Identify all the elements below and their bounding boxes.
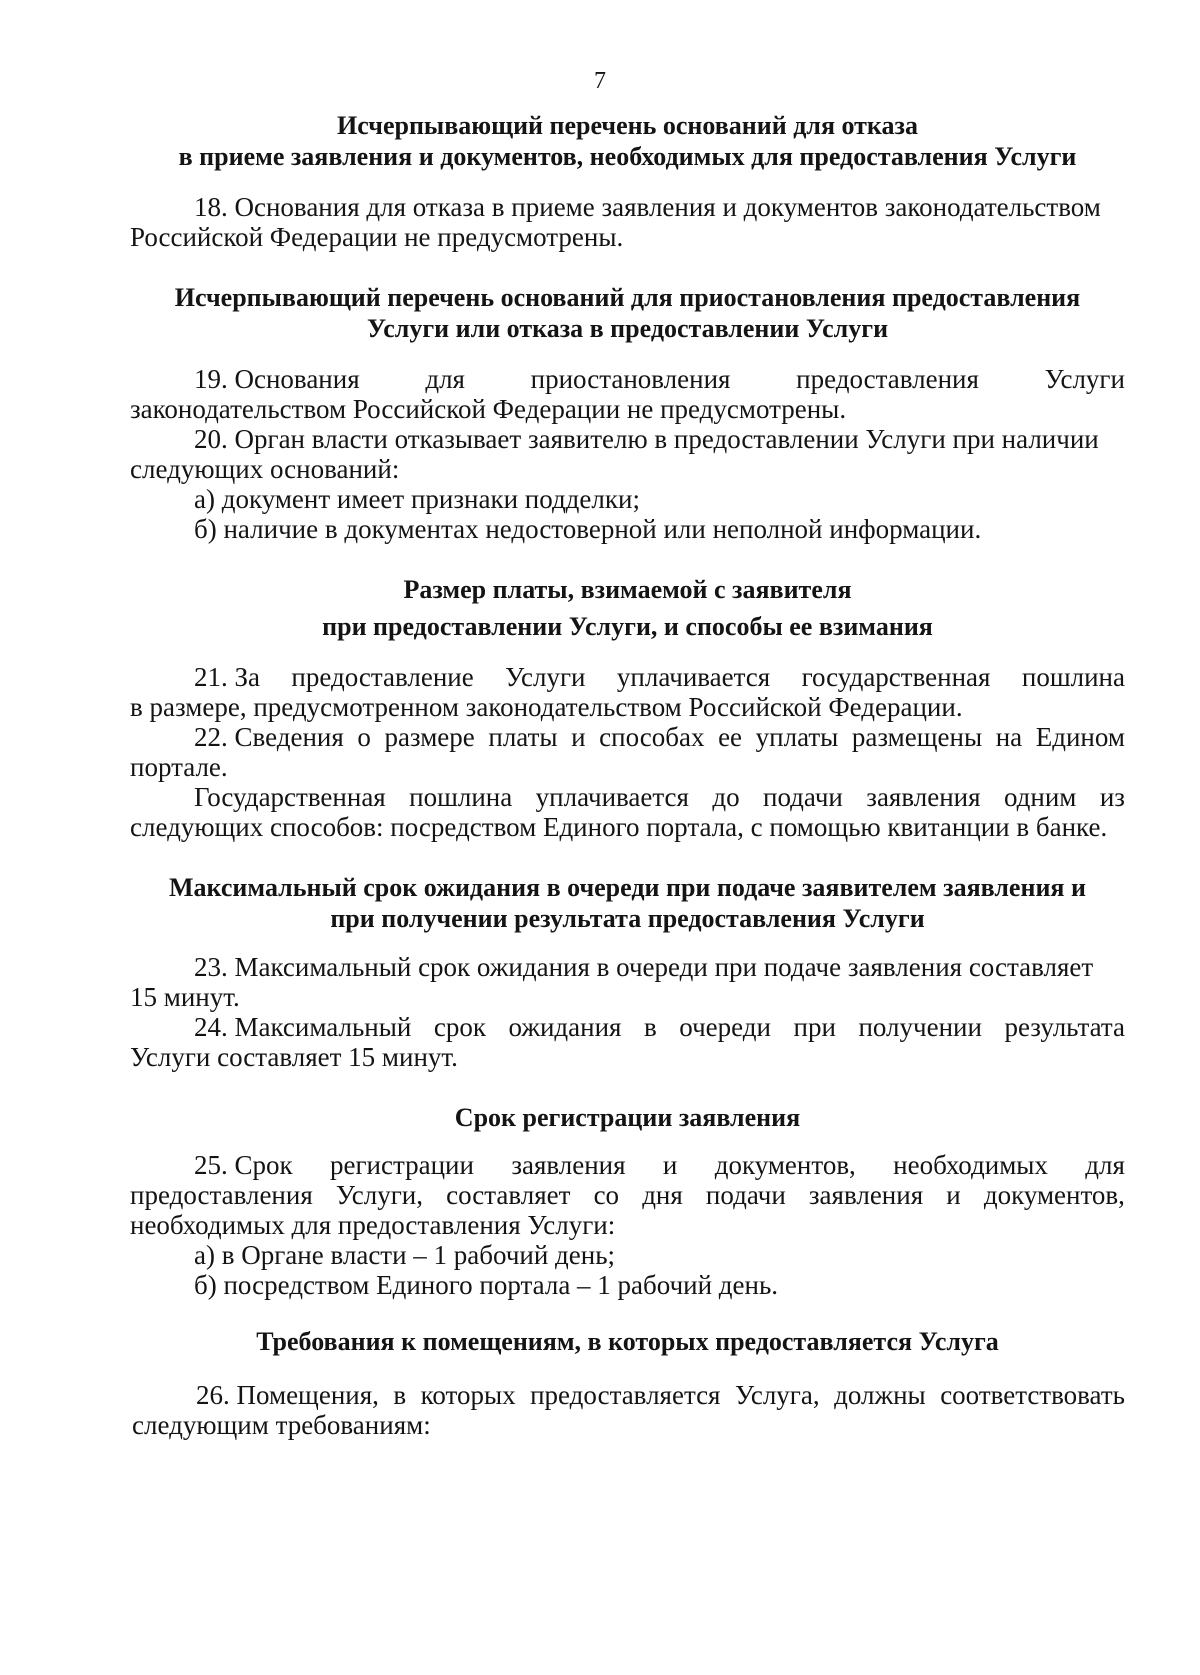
paragraph-21-line — [194, 662, 1125, 693]
word: документов, — [714, 1150, 856, 1180]
word: должны — [834, 1380, 926, 1410]
word: очереди — [679, 1012, 771, 1042]
word: Едином — [1035, 722, 1125, 752]
word: необходимых — [893, 1150, 1048, 1180]
section-heading-fee — [130, 574, 1125, 642]
paragraph-24-cont: Услуги составляет 15 минут. — [130, 1042, 458, 1072]
heading-line: Услуги или отказа в предоставлении Услуги — [366, 314, 889, 343]
word: результата — [1004, 1012, 1125, 1042]
word: 24. Максимальный — [194, 1012, 412, 1042]
word: и — [946, 1180, 961, 1210]
word: Услуга, — [734, 1380, 820, 1410]
word: 25. Срок — [194, 1150, 293, 1180]
paragraph-24-line — [194, 1012, 1125, 1043]
word: пошлина — [1021, 662, 1125, 692]
word: заявления — [808, 1180, 924, 1210]
word: срок — [433, 1012, 486, 1042]
section-heading-suspension — [130, 282, 1125, 344]
word: заявления — [866, 782, 981, 812]
section-heading-registration: Срок регистрации заявления — [454, 1103, 801, 1132]
word: Государственная — [194, 782, 386, 812]
paragraph-22b-line — [194, 782, 1125, 813]
word: Услуги — [505, 662, 586, 692]
section-heading-premises: Требования к помещениям, в которых предоставляется Услуга — [256, 1327, 999, 1356]
word: заявления — [511, 1150, 626, 1180]
paragraph-21-cont: в размере, предусмотренном законодательством Российской Федерации. — [130, 692, 963, 722]
word: 22. Сведения — [194, 722, 344, 752]
word: соответствовать — [940, 1380, 1125, 1410]
paragraph-18-line: 18. Основания для отказа в приеме заявления и документов законодательством — [194, 192, 1101, 222]
paragraph-20-cont: следующих оснований: — [130, 454, 400, 484]
paragraph-25-item-a: а) в Органе власти – 1 рабочий день; — [194, 1240, 616, 1270]
word: предоставление — [291, 662, 474, 692]
paragraph-20-item-b: б) наличие в документах недостоверной или неполной информации. — [194, 514, 982, 544]
word: дня — [642, 1180, 683, 1210]
section-heading-refusal-acceptance — [130, 110, 1125, 172]
heading-line: при предоставлении Услуги, и способы ее взимания — [322, 612, 933, 641]
word: пошлина — [409, 782, 513, 812]
paragraph-26-cont: следующим требованиям: — [132, 1410, 431, 1440]
heading-line: Максимальный срок ожидания в очереди при подаче заявителем заявления и — [169, 873, 1086, 902]
word: и — [662, 1150, 678, 1180]
heading-line: в приеме заявления и документов, необходимых для предоставления Услуги — [178, 142, 1077, 171]
paragraph-23-cont: 15 минут. — [130, 982, 240, 1012]
paragraph-26-line — [196, 1380, 1125, 1411]
paragraph-22-line — [194, 722, 1125, 753]
word: размещены — [851, 722, 983, 752]
paragraph-25-line-2 — [130, 1180, 1125, 1211]
word: уплаты — [755, 722, 839, 752]
word: уплачивается — [616, 662, 771, 692]
word: размере — [384, 722, 475, 752]
word: ожидания — [508, 1012, 622, 1042]
paragraph-18-cont: Российской Федерации не предусмотрены. — [130, 222, 624, 252]
word: 26. Помещения, — [196, 1380, 379, 1410]
word: 21. За — [194, 662, 261, 692]
word: в — [393, 1380, 407, 1410]
word: которых — [420, 1380, 516, 1410]
heading-line: Исчерпывающий перечень оснований для приостановления предоставления — [174, 283, 1081, 312]
paragraph-22-cont: портале. — [130, 752, 228, 782]
word: составляет — [446, 1180, 571, 1210]
paragraph-25-item-b: б) посредством Единого портала – 1 рабочий день. — [194, 1270, 779, 1300]
heading-line: Исчерпывающий перечень оснований для отказа — [337, 111, 918, 140]
word: на — [995, 722, 1023, 752]
word: для — [425, 364, 465, 394]
word: ее — [718, 722, 743, 752]
word: документов, — [983, 1180, 1125, 1210]
word: предоставления — [130, 1180, 313, 1210]
paragraph-22b-cont: следующих способов: посредством Единого портала, с помощью квитанции в банке. — [130, 812, 1108, 842]
word: приостановления — [530, 364, 731, 394]
word: и — [571, 722, 586, 752]
heading-line: при получении результата предоставления Услуги — [330, 904, 925, 933]
paragraph-23-line: 23. Максимальный срок ожидания в очереди при подаче заявления составляет — [194, 952, 1094, 982]
word: о — [357, 722, 371, 752]
paragraph-20-line: 20. Орган власти отказывает заявителю в предоставлении Услуги при наличии — [194, 424, 1099, 454]
word: Услуги, — [335, 1180, 423, 1210]
word: из — [1099, 782, 1125, 812]
word: в — [644, 1012, 657, 1042]
word: уплачивается — [535, 782, 689, 812]
word: государственная — [801, 662, 991, 692]
word: для — [1085, 1150, 1125, 1180]
paragraph-25-line — [194, 1150, 1125, 1181]
page-number: 7 — [594, 68, 606, 94]
word: при — [793, 1012, 836, 1042]
paragraph-20-item-a: а) документ имеет признаки подделки; — [194, 484, 640, 514]
word: подачи — [705, 1180, 786, 1210]
paragraph-19-line — [194, 364, 1125, 395]
word: со — [593, 1180, 620, 1210]
word: предоставляется — [530, 1380, 721, 1410]
word: одним — [1003, 782, 1077, 812]
word: получении — [858, 1012, 982, 1042]
paragraph-25-cont: необходимых для предоставления Услуги: — [130, 1210, 616, 1240]
word: подачи — [763, 782, 843, 812]
word: Услуги — [1044, 364, 1125, 394]
paragraph-19-cont: законодательством Российской Федерации не предусмотрены. — [130, 394, 847, 424]
word: регистрации — [330, 1150, 474, 1180]
word: платы — [488, 722, 558, 752]
word: до — [712, 782, 740, 812]
word: способах — [599, 722, 705, 752]
heading-line: Размер платы, взимаемой с заявителя — [403, 575, 852, 604]
section-heading-queue-time — [130, 872, 1125, 934]
word: предоставления — [796, 364, 979, 394]
word: 19. Основания — [194, 364, 360, 394]
